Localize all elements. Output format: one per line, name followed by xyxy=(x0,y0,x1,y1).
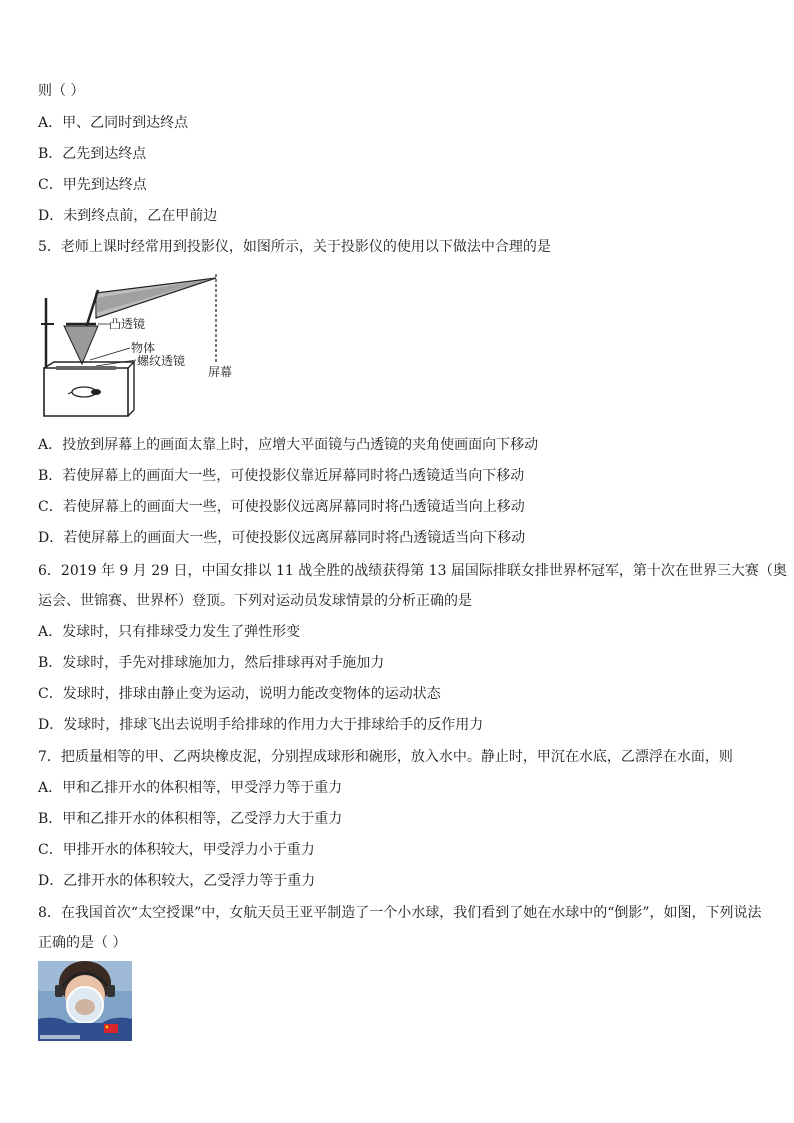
q6-stem-line2: 运会、世锦赛、世界杯）登顶。下列对运动员发球情景的分析正确的是 xyxy=(38,593,472,609)
q6-option-c: C．发球时，排球由静止变为运动，说明力能改变物体的运动状态 xyxy=(38,686,441,702)
water-ball-photo xyxy=(38,961,132,1041)
q5-stem: 5．老师上课时经常用到投影仪，如图所示，关于投影仪的使用以下做法中合理的是 xyxy=(38,239,551,255)
q6-option-a: A．发球时，只有排球受力发生了弹性形变 xyxy=(38,624,301,640)
q5-option-b: B．若使屏幕上的画面大一些，可使投影仪靠近屏幕同时将凸透镜适当向下移动 xyxy=(38,468,525,484)
q6-stem-line1: 6．2019 年 9 月 29 日，中国女排以 11 战全胜的战绩获得第 13 届国际排联女排世界杯冠军，第十次在世界三大赛（奥 xyxy=(38,563,787,579)
label-convex-lens: 凸透镜 xyxy=(109,317,146,331)
q5-option-c: C．若使屏幕上的画面大一些，可使投影仪远离屏幕同时将凸透镜适当向上移动 xyxy=(38,499,525,515)
q4-option-c: C．甲先到达终点 xyxy=(38,177,147,193)
q5-option-a: A．投放到屏幕上的画面太靠上时，应增大平面镜与凸透镜的夹角使画面向下移动 xyxy=(38,437,539,453)
q4-option-d: D．未到终点前，乙在甲前边 xyxy=(38,208,218,224)
q8-stem-line2: 正确的是（ ） xyxy=(38,935,127,951)
q6-option-d: D．发球时，排球飞出去说明手给排球的作用力大于排球给手的反作用力 xyxy=(38,717,484,733)
q5-option-d: D．若使屏幕上的画面大一些，可使投影仪远离屏幕同时将凸透镜适当向下移动 xyxy=(38,530,526,546)
q4-option-b: B．乙先到达终点 xyxy=(38,146,147,162)
label-object: 物体 xyxy=(131,341,156,355)
q6-option-b: B．发球时，手先对排球施加力，然后排球再对手施加力 xyxy=(38,655,385,671)
label-fresnel-lens: 螺纹透镜 xyxy=(137,354,186,368)
q8-stem-line1: 8．在我国首次“太空授课”中，女航天员王亚平制造了一个小水球，我们看到了她在水球中的“倒影”，如图，下列说法 xyxy=(38,905,762,921)
q4-tail: 则（ ） xyxy=(38,83,85,99)
label-screen: 屏幕 xyxy=(208,365,233,379)
q7-option-a: A．甲和乙排开水的体积相等，甲受浮力等于重力 xyxy=(38,780,343,796)
q7-option-b: B．甲和乙排开水的体积相等，乙受浮力大于重力 xyxy=(38,811,343,827)
q7-stem: 7．把质量相等的甲、乙两块橡皮泥，分别捏成球形和碗形，放入水中。静止时，甲沉在水底，乙漂浮在水面，则 xyxy=(38,749,733,765)
projector-figure xyxy=(38,268,238,424)
q4-option-a: A．甲、乙同时到达终点 xyxy=(38,115,189,131)
q7-option-c: C．甲排开水的体积较大，甲受浮力小于重力 xyxy=(38,842,315,858)
q7-option-d: D．乙排开水的体积较大，乙受浮力等于重力 xyxy=(38,873,316,889)
